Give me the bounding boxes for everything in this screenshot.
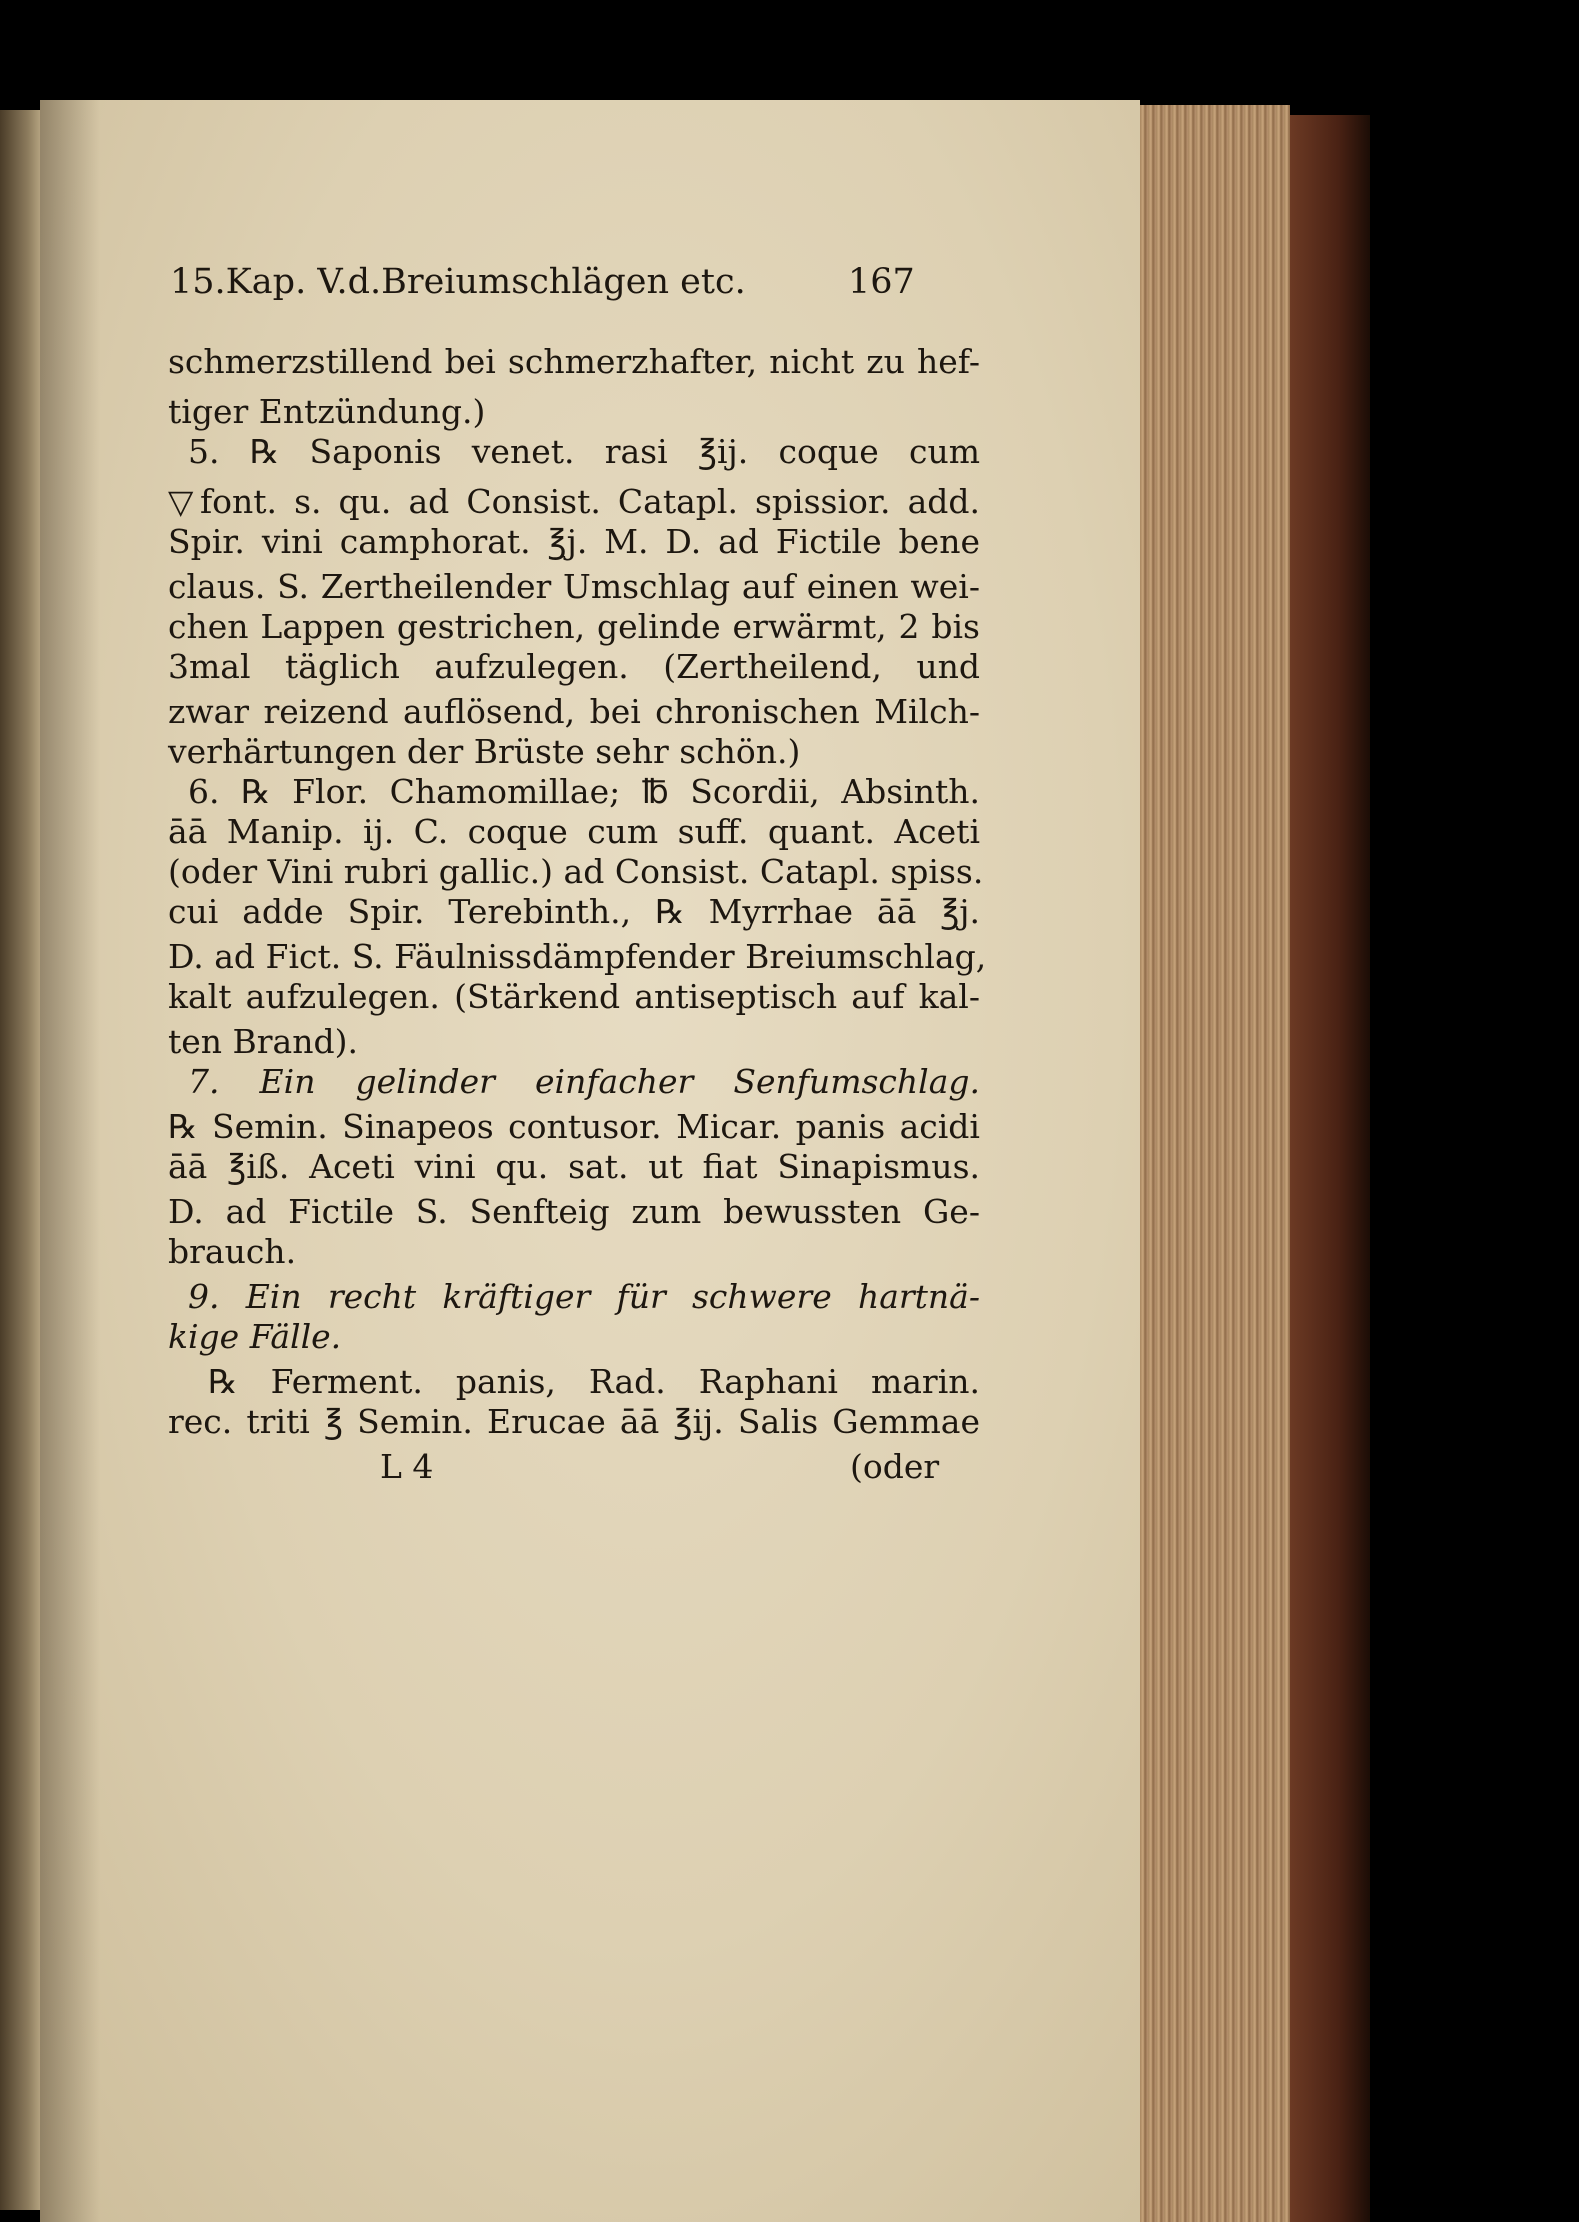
text-line: ℞ Ferment. panis, Rad. Raphani marin. bbox=[208, 1362, 980, 1401]
text-line: ℞ Semin. Sinapeos contusor. Micar. panis acidi bbox=[168, 1107, 980, 1146]
running-head: 15.Kap. V.d.Breiumschlägen etc. bbox=[170, 262, 746, 302]
page-block-edges bbox=[1140, 105, 1290, 2222]
page-text bbox=[40, 100, 1140, 2222]
section-heading: 9. Ein recht kräftiger für schwere hartnä- bbox=[188, 1277, 980, 1316]
text-line: āā Manip. ij. C. coque cum suff. quant. Aceti bbox=[168, 812, 980, 851]
text-line: chen Lappen gestrichen, gelinde erwärmt, 2 bis bbox=[168, 607, 980, 646]
text-line: kalt aufzulegen. (Stärkend antiseptisch auf kal- bbox=[168, 977, 980, 1016]
text-line: cui adde Spir. Terebinth., ℞ Myrrhae āā ℥j. bbox=[168, 892, 980, 931]
text-line: D. ad Fict. S. Fäulnissdämpfender Breiumschlag, bbox=[168, 937, 987, 976]
page-number: 167 bbox=[848, 262, 915, 302]
text-line: tiger Entzündung.) bbox=[168, 392, 486, 431]
text-line: zwar reizend auflösend, bei chronischen Milch- bbox=[168, 692, 980, 731]
catchword: (oder bbox=[850, 1447, 940, 1486]
text-line: claus. S. Zertheilender Umschlag auf einen wei- bbox=[168, 567, 980, 606]
text-line: verhärtungen der Brüste sehr schön.) bbox=[168, 732, 801, 771]
book-page bbox=[40, 100, 1140, 2222]
text-line: (oder Vini rubri gallic.) ad Consist. Catapl. spiss. bbox=[168, 852, 984, 891]
signature-mark: L 4 bbox=[380, 1447, 434, 1486]
text-line: schmerzstillend bei schmerzhafter, nicht zu hef- bbox=[168, 342, 980, 381]
book-cover-edge bbox=[1290, 115, 1370, 2222]
previous-page-edge bbox=[0, 110, 40, 2210]
text-line: D. ad Fictile S. Senfteig zum bewussten Ge- bbox=[168, 1192, 980, 1231]
text-line: ▽font. s. qu. ad Consist. Catapl. spissior. add. bbox=[168, 482, 980, 521]
text-line: āā ℥iß. Aceti vini qu. sat. ut fiat Sinapismus. bbox=[168, 1147, 980, 1186]
text-line: Spir. vini camphorat. ℥j. M. D. ad Fictile bene bbox=[168, 522, 980, 561]
text-line: brauch. bbox=[168, 1232, 297, 1271]
text-line: rec. triti ℥ Semin. Erucae āā ℥ij. Salis Gemmae bbox=[168, 1402, 980, 1441]
text-line: ten Brand). bbox=[168, 1022, 358, 1061]
section-heading-continued: kige Fälle. bbox=[168, 1317, 342, 1356]
text-line: 3mal täglich aufzulegen. (Zertheilend, und bbox=[168, 647, 980, 686]
section-heading: 7. Ein gelinder einfacher Senfumschlag. bbox=[188, 1062, 980, 1101]
text-line: 5. ℞ Saponis venet. rasi ℥ij. coque cum bbox=[188, 432, 980, 471]
text-line: 6. ℞ Flor. Chamomillae; ℔ Scordii, Absinth. bbox=[188, 772, 980, 811]
